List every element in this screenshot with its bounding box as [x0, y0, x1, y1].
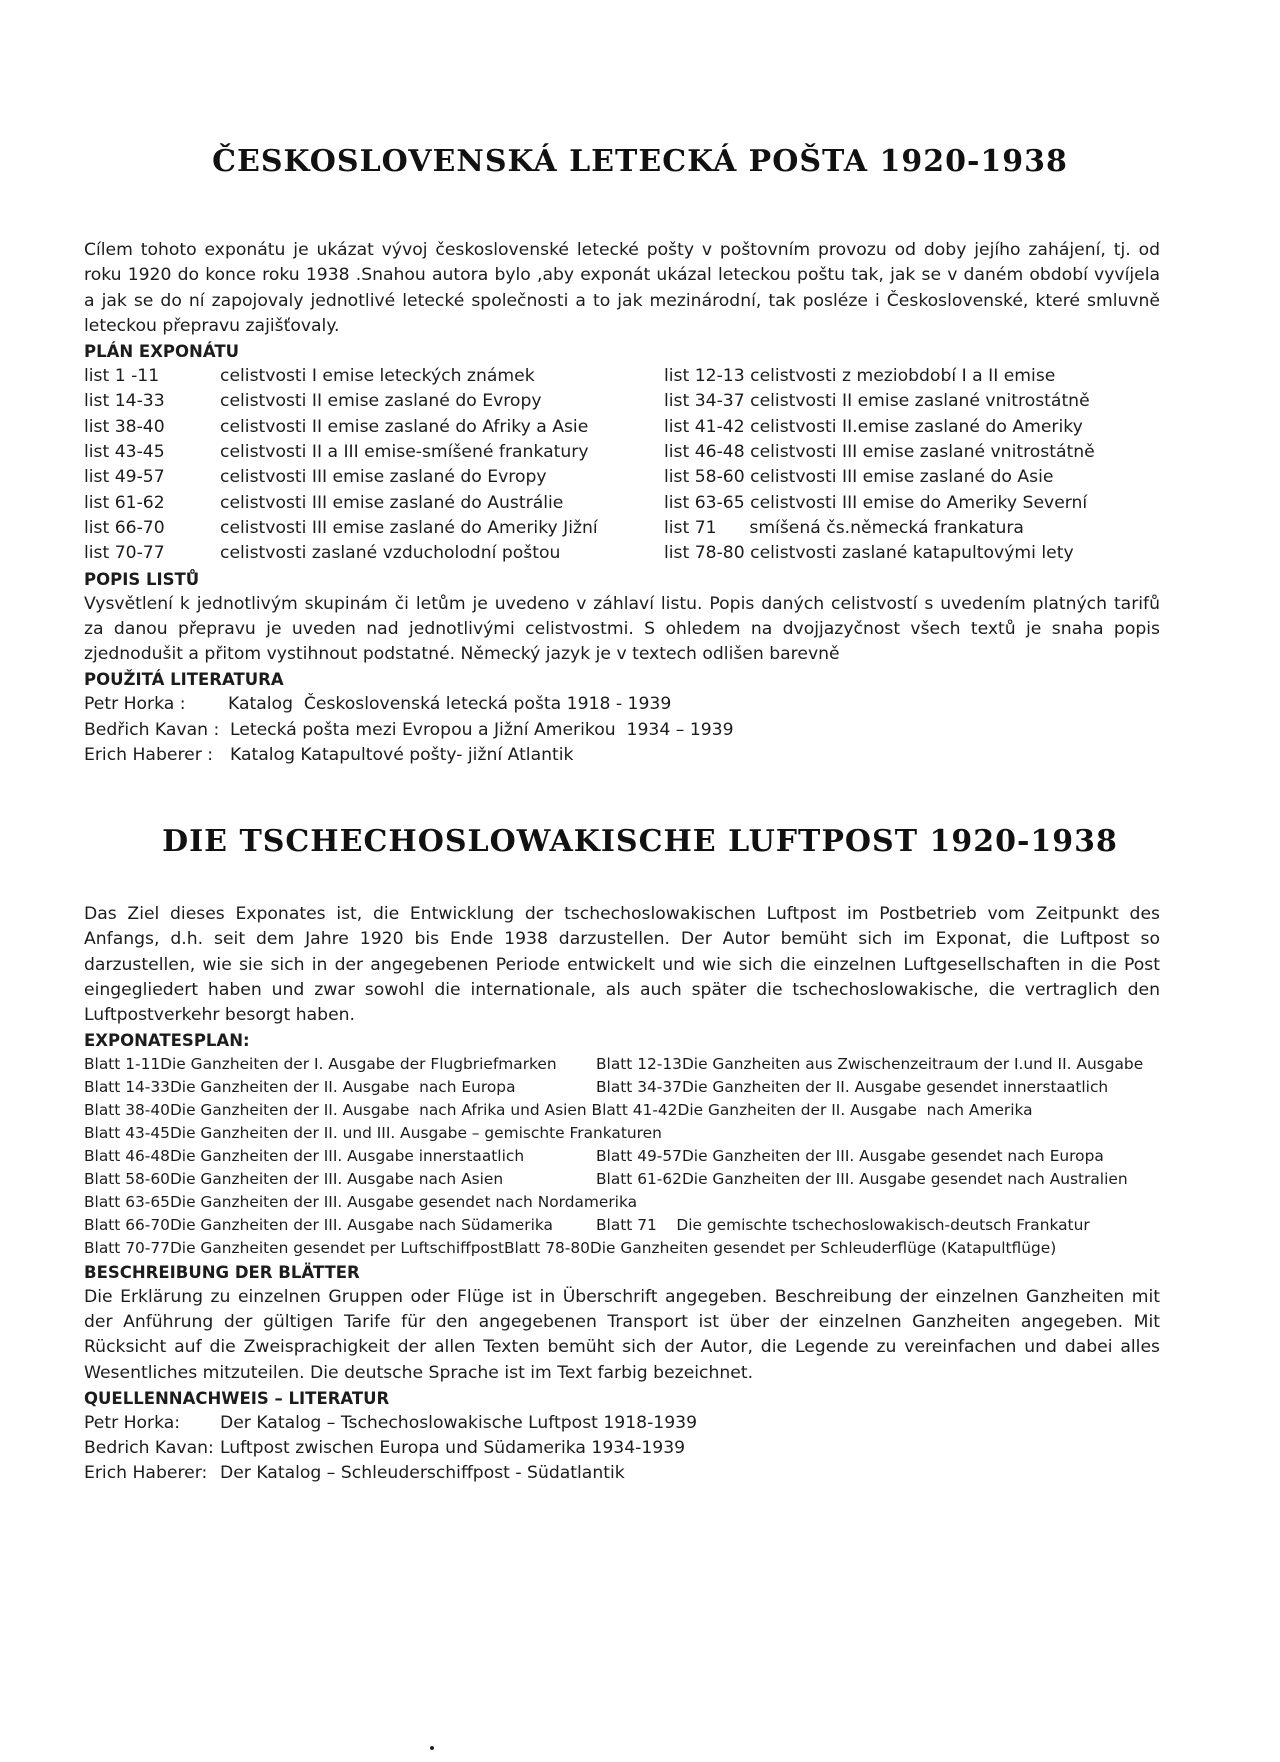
literature-author: Erich Haberer: [84, 1463, 208, 1484]
plan-row [84, 465, 1160, 490]
plan-wide: Blatt 43-45Die Ganzheiten der II. und III. Ausgabe – gemischte Frankaturen [84, 1124, 662, 1143]
plan-left: Blatt 66-70Die Ganzheiten der III. Ausgabe nach Südamerika [84, 1215, 553, 1234]
plan-right: Blatt 41-42Die Ganzheiten der II. Ausgabe nach Amerika [591, 1101, 1033, 1120]
german-intro: Das Ziel dieses Exponates ist, die Entwicklung der tschechoslowakischen Luftpost im Postbetrieb vom Zeitpunkt des Anfangs, d.h. seit dem Jahre 1920 bis Ende 1938 darzustellen. Der Autor bemüht sich im Exponat, die Luftpost so darzustellen, wie sie sich in der angegebenen Periode entwickelt und wie sich die einzelnen Luftgesellschaften in die Post eingegliedert haben und zwar sowohl die internationale, als auch später die tschechoslowakische, die vertraglich den Luftpostverkehr besorgt haben. [84, 904, 1160, 1026]
plan-wide: Blatt 70-77Die Ganzheiten gesendet per LuftschiffpostBlatt 78-80Die Ganzheiten gesendet per Schleuderflüge (Katapultflüge) [84, 1238, 1057, 1257]
plan-row [84, 1237, 1160, 1260]
plan-list-range: list 70-77 [84, 543, 165, 564]
plan-row [84, 440, 1160, 465]
plan-list-range: list 38-40 [84, 416, 165, 437]
plan-row [84, 1076, 1160, 1099]
literature-item [84, 1411, 1160, 1436]
plan-right: Blatt 49-57Die Ganzheiten der III. Ausgabe gesendet nach Europa [596, 1147, 1104, 1166]
plan-list-range: list 14-33 [84, 391, 165, 412]
plan-row [84, 1053, 1160, 1076]
literature-author: Petr Horka: [84, 1412, 181, 1433]
czech-intro: Cílem tohoto exponátu je ukázat vývoj československé letecké pošty v poštovním provozu od doby jejího zahájení, tj. od roku 1920 do konce roku 1938 .Snahou autora bylo ,aby exponát ukázal leteckou poštu tak, jak se v daném období vyvíjela a jak se do ní zapojovaly jednotlivé letecké společnosti a to jak mezinárodní, tak posléze i Československé, které smluvně leteckou přepravu zajišťovaly. [84, 240, 1160, 336]
plan-wide: Blatt 63-65Die Ganzheiten der III. Ausgabe gesendet nach Nordamerika [84, 1192, 638, 1211]
plan-right: list 71 smíšená čs.německá frankatura [664, 517, 1024, 538]
plan-row [84, 1099, 1160, 1122]
literature-author: Erich Haberer : [84, 745, 214, 766]
plan-list-range: list 61-62 [84, 492, 165, 513]
plan-left: Blatt 58-60Die Ganzheiten der III. Ausgabe nach Asien [84, 1170, 504, 1189]
plan-description: celistvosti III emise zaslané do Evropy [220, 467, 547, 488]
german-title: DIE TSCHECHOSLOWAKISCHE LUFTPOST 1920-1938 [162, 824, 1118, 859]
plan-description: celistvosti I emise leteckých známek [220, 366, 535, 387]
literature-work: Luftpost zwischen Europa und Südamerika 1934-1939 [220, 1438, 686, 1459]
czech-lit-heading: POUŽITÁ LITERATURA [84, 670, 284, 690]
plan-description: celistvosti II a III emise-smíšené frankatury [220, 442, 589, 463]
literature-item [84, 692, 1160, 717]
plan-wide [84, 1099, 1160, 1122]
german-desc-text: Die Erklärung zu einzelnen Gruppen oder Flüge ist in Überschrift angegeben. Beschreibung der einzelnen Ganzheiten mit der Anführung der gültigen Tarife für den angegebenen Transport ist über der einzelnen Ganzheiten angegeben. Mit Rücksicht auf die Zweisprachigkeit der allen Texten bemüht sich der Autor, die Legende zu vereinfachen und dabei alles Wesentliches mitzuteilen. Die deutsche Sprache ist im Text farbig bezeichnet. [84, 1286, 1160, 1383]
literature-work: Katalog Katapultové pošty- jižní Atlantik [230, 745, 574, 766]
literature-author: Petr Horka : [84, 694, 186, 715]
plan-row [84, 1168, 1160, 1191]
czech-section [84, 238, 1160, 768]
plan-right: Blatt 71 Die gemischte tschechoslowakisch-deutsch Frankatur [596, 1215, 1090, 1234]
literature-work: Der Katalog – Tschechoslowakische Luftpost 1918-1939 [220, 1412, 698, 1433]
german-section [84, 902, 1160, 1487]
plan-row [84, 541, 1160, 566]
plan-left: Blatt 46-48Die Ganzheiten der III. Ausgabe innerstaatlich [84, 1147, 525, 1166]
plan-right: list 63-65 celistvosti III emise do Ameriky Severní [664, 492, 1088, 513]
german-desc-heading: BESCHREIBUNG DER BLÄTTER [84, 1262, 360, 1282]
plan-description: celistvosti zaslané vzducholodní poštou [220, 543, 561, 564]
literature-work: Letecká pošta mezi Evropou a Jižní Amerikou 1934 – 1939 [230, 719, 734, 740]
plan-right: list 34-37 celistvosti II emise zaslané vnitrostátně [664, 391, 1090, 412]
plan-list-range: list 43-45 [84, 442, 165, 463]
german-plan-heading: EXPONATESPLAN: [84, 1031, 250, 1051]
plan-list-range: list 1 -11 [84, 366, 160, 387]
plan-row [84, 516, 1160, 541]
literature-work: Katalog Československá letecká pošta 1918 - 1939 [228, 694, 672, 715]
plan-left: Blatt 38-40Die Ganzheiten der II. Ausgabe nach Afrika und Asien [84, 1101, 587, 1120]
plan-row [84, 1122, 1160, 1145]
czech-title: ČESKOSLOVENSKÁ LETECKÁ POŠTA 1920-1938 [212, 144, 1068, 179]
plan-description: celistvosti II emise zaslané do Afriky a Asie [220, 416, 589, 437]
literature-author: Bedrich Kavan: [84, 1438, 214, 1459]
czech-desc-heading: POPIS LISTŮ [84, 569, 200, 589]
plan-right: Blatt 12-13Die Ganzheiten aus Zwischenzeitraum der I.und II. Ausgabe [596, 1055, 1144, 1074]
plan-right: Blatt 34-37Die Ganzheiten der II. Ausgabe gesendet innerstaatlich [596, 1078, 1109, 1097]
plan-right: list 41-42 celistvosti II.emise zaslané do Ameriky [664, 416, 1083, 437]
czech-plan-table [84, 364, 1160, 566]
literature-item [84, 1461, 1160, 1486]
plan-description: celistvosti II emise zaslané do Evropy [220, 391, 542, 412]
czech-plan-heading: PLÁN EXPONÁTU [84, 342, 239, 362]
literature-item [84, 743, 1160, 768]
czech-desc-text: Vysvětlení k jednotlivým skupinám či letům je uvedeno v záhlaví listu. Popis daných celistvostí s uvedením platných tarifů za danou přepravu je uveden nad jednotlivými celistvostmi. S ohledem na dvojjazyčnost všech textů je snaha popis zjednodušit a přitom vystihnout podstatné. Německý jazyk je v textech odlišen barevně [84, 593, 1160, 665]
plan-right: list 12-13 celistvosti z meziobdobí I a II emise [664, 366, 1056, 387]
literature-author: Bedřich Kavan : [84, 719, 220, 740]
plan-right: list 78-80 celistvosti zaslané katapultovými lety [664, 543, 1074, 564]
plan-row [84, 415, 1160, 440]
plan-left: Blatt 14-33Die Ganzheiten der II. Ausgabe nach Europa [84, 1078, 516, 1097]
plan-row [84, 1145, 1160, 1168]
german-lit-heading: QUELLENNACHWEIS – LITERATUR [84, 1388, 390, 1408]
plan-list-range: list 66-70 [84, 517, 165, 538]
plan-row [84, 1191, 1160, 1214]
plan-row [84, 364, 1160, 389]
plan-list-range: list 49-57 [84, 467, 165, 488]
literature-item [84, 1436, 1160, 1461]
scan-speck [430, 1746, 434, 1750]
plan-description: celistvosti III emise zaslané do Austrálie [220, 492, 564, 513]
plan-left: Blatt 1-11Die Ganzheiten der I. Ausgabe der Flugbriefmarken [84, 1055, 557, 1074]
plan-row [84, 1214, 1160, 1237]
german-plan-table [84, 1053, 1160, 1259]
plan-row [84, 389, 1160, 414]
plan-right: Blatt 61-62Die Ganzheiten der III. Ausgabe gesendet nach Australien [596, 1170, 1128, 1189]
plan-right: list 46-48 celistvosti III emise zaslané vnitrostátně [664, 442, 1095, 463]
literature-work: Der Katalog – Schleuderschiffpost - Südatlantik [220, 1463, 625, 1484]
plan-row [84, 491, 1160, 516]
plan-right: list 58-60 celistvosti III emise zaslané do Asie [664, 467, 1054, 488]
plan-description: celistvosti III emise zaslané do Ameriky Jižní [220, 517, 598, 538]
literature-item [84, 718, 1160, 743]
